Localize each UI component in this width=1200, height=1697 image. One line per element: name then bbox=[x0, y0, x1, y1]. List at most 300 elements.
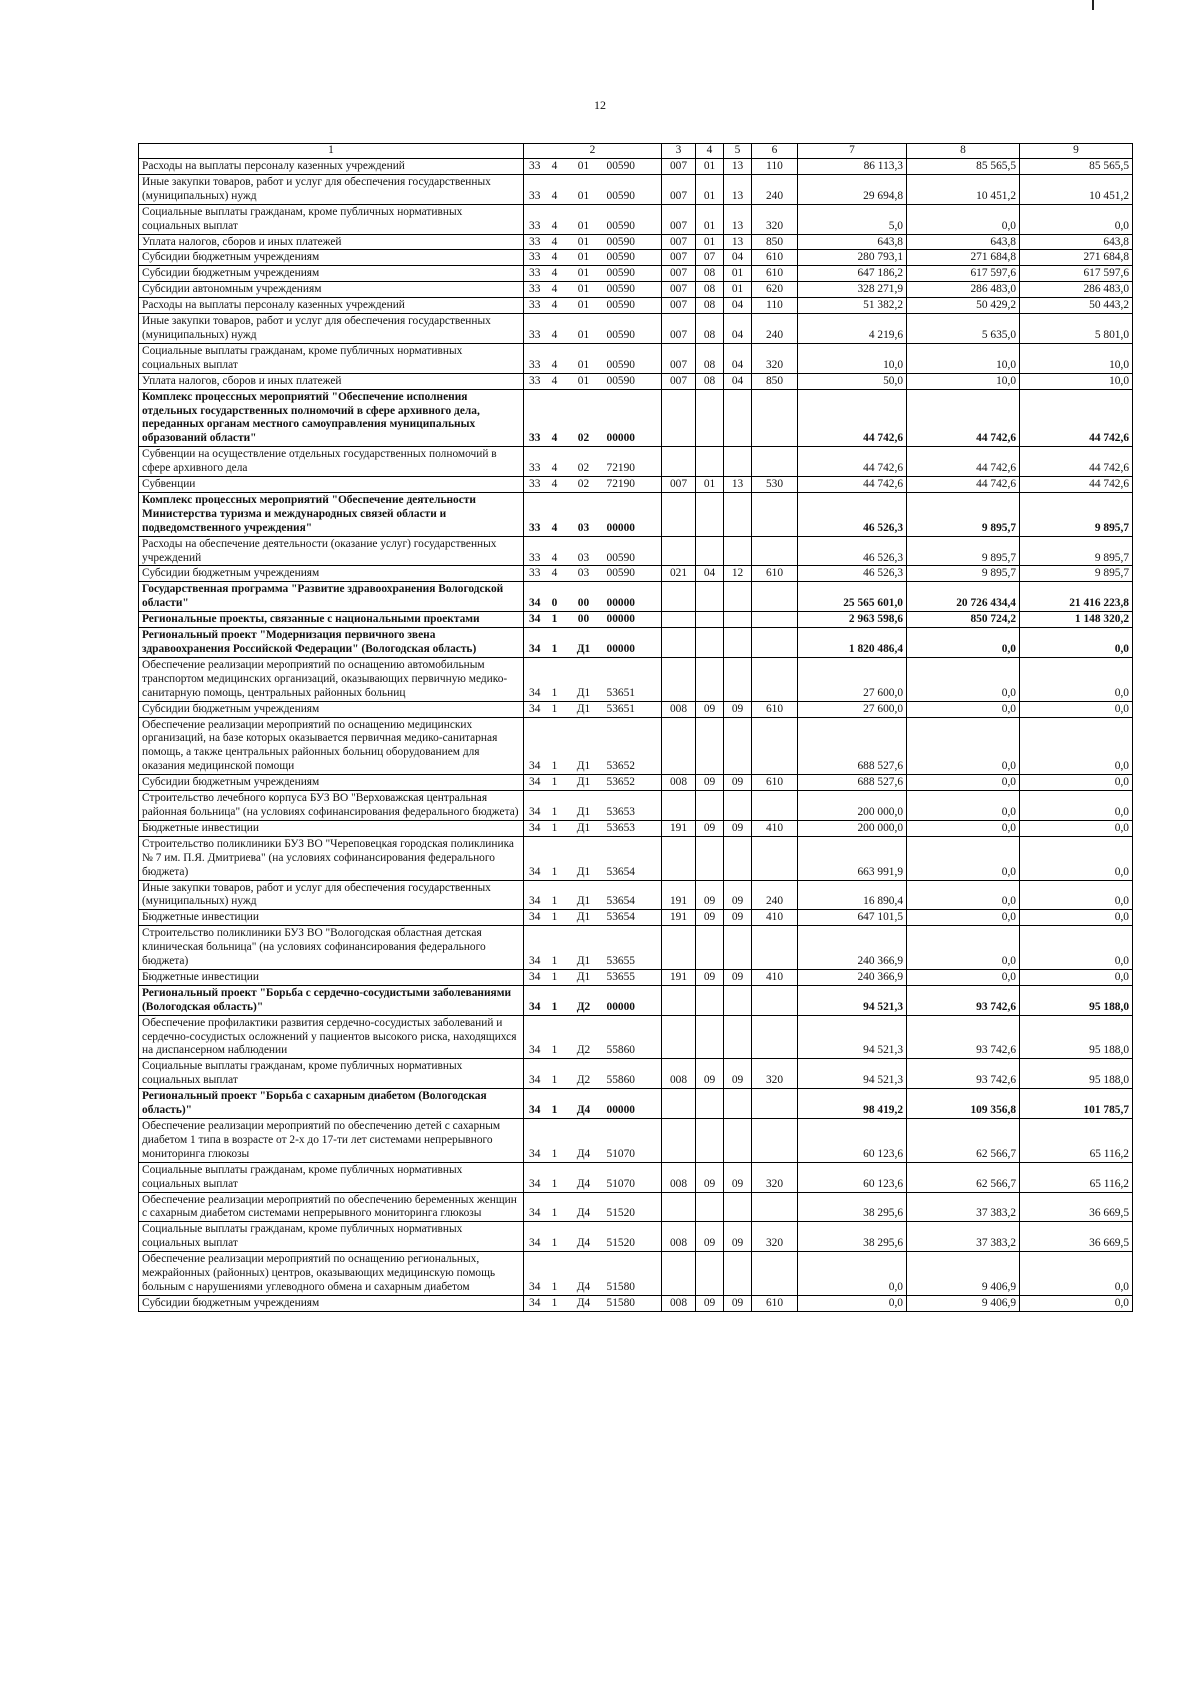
ministry-code: 007 bbox=[662, 159, 696, 175]
project-code: 03 bbox=[564, 536, 604, 566]
amount-year-2: 0,0 bbox=[907, 657, 1020, 701]
amount-year-1: 240 366,9 bbox=[798, 926, 907, 970]
project-code: 01 bbox=[564, 159, 604, 175]
amount-year-3: 0,0 bbox=[1020, 775, 1133, 791]
expense-type-code: 320 bbox=[752, 1059, 798, 1089]
expense-type-code bbox=[752, 985, 798, 1015]
subprogram-code: 1 bbox=[546, 701, 564, 717]
row-name: Строительство поликлиники БУЗ ВО "Вологодская областная детская клиническая больница" (на условиях софинансирования федерального бюджета) bbox=[139, 926, 524, 970]
ministry-code bbox=[662, 389, 696, 447]
ministry-code bbox=[662, 447, 696, 477]
direction-code: 53654 bbox=[604, 836, 662, 880]
amount-year-1: 328 271,9 bbox=[798, 282, 907, 298]
amount-year-2: 9 406,9 bbox=[907, 1295, 1020, 1311]
amount-year-2: 10 451,2 bbox=[907, 174, 1020, 204]
section-code bbox=[696, 985, 724, 1015]
expense-type-code bbox=[752, 389, 798, 447]
amount-year-1: 647 101,5 bbox=[798, 910, 907, 926]
amount-year-3: 10,0 bbox=[1020, 373, 1133, 389]
subprogram-code: 1 bbox=[546, 1162, 564, 1192]
table-row bbox=[139, 1059, 1133, 1089]
row-name: Субвенции на осуществление отдельных государственных полномочий в сфере архивного дела bbox=[139, 447, 524, 477]
budget-table bbox=[138, 143, 1133, 1312]
direction-code: 51520 bbox=[604, 1222, 662, 1252]
subsection-code: 04 bbox=[724, 298, 752, 314]
program-code: 34 bbox=[524, 880, 546, 910]
program-code: 33 bbox=[524, 159, 546, 175]
project-code: 02 bbox=[564, 477, 604, 493]
table-row bbox=[139, 389, 1133, 447]
program-code: 34 bbox=[524, 1089, 546, 1119]
section-code bbox=[696, 1089, 724, 1119]
column-number: 2 bbox=[524, 144, 662, 159]
ministry-code: 007 bbox=[662, 373, 696, 389]
column-number: 7 bbox=[798, 144, 907, 159]
program-code: 34 bbox=[524, 926, 546, 970]
subsection-code: 04 bbox=[724, 250, 752, 266]
amount-year-2: 10,0 bbox=[907, 343, 1020, 373]
project-code: Д1 bbox=[564, 717, 604, 775]
subsection-code bbox=[724, 628, 752, 658]
program-code: 34 bbox=[524, 701, 546, 717]
row-name: Бюджетные инвестиции bbox=[139, 820, 524, 836]
subprogram-code: 4 bbox=[546, 204, 564, 234]
subsection-code: 09 bbox=[724, 1162, 752, 1192]
row-name: Уплата налогов, сборов и иных платежей bbox=[139, 234, 524, 250]
amount-year-3: 95 188,0 bbox=[1020, 1059, 1133, 1089]
row-name: Обеспечение реализации мероприятий по оснащению региональных, межрайонных (районных) центров, оказывающих медицинскую помощь больным с нарушениями углеводного обмена и сахарным диабетом bbox=[139, 1252, 524, 1296]
table-row bbox=[139, 717, 1133, 775]
amount-year-2: 93 742,6 bbox=[907, 1015, 1020, 1059]
expense-type-code bbox=[752, 612, 798, 628]
amount-year-2: 62 566,7 bbox=[907, 1162, 1020, 1192]
amount-year-3: 0,0 bbox=[1020, 1295, 1133, 1311]
subprogram-code: 1 bbox=[546, 1222, 564, 1252]
program-code: 33 bbox=[524, 282, 546, 298]
expense-type-code bbox=[752, 836, 798, 880]
subsection-code: 09 bbox=[724, 1295, 752, 1311]
expense-type-code: 240 bbox=[752, 174, 798, 204]
direction-code: 53652 bbox=[604, 717, 662, 775]
project-code: Д1 bbox=[564, 701, 604, 717]
row-name: Субсидии бюджетным учреждениям bbox=[139, 250, 524, 266]
project-code: Д4 bbox=[564, 1252, 604, 1296]
program-code: 34 bbox=[524, 1252, 546, 1296]
section-code bbox=[696, 926, 724, 970]
ministry-code: 007 bbox=[662, 298, 696, 314]
amount-year-1: 46 526,3 bbox=[798, 566, 907, 582]
table-row bbox=[139, 775, 1133, 791]
amount-year-3: 21 416 223,8 bbox=[1020, 582, 1133, 612]
direction-code: 00590 bbox=[604, 266, 662, 282]
amount-year-3: 0,0 bbox=[1020, 836, 1133, 880]
amount-year-2: 62 566,7 bbox=[907, 1119, 1020, 1163]
amount-year-1: 38 295,6 bbox=[798, 1222, 907, 1252]
section-code: 08 bbox=[696, 266, 724, 282]
table-row bbox=[139, 298, 1133, 314]
column-number: 6 bbox=[752, 144, 798, 159]
amount-year-3: 50 443,2 bbox=[1020, 298, 1133, 314]
project-code: 01 bbox=[564, 343, 604, 373]
amount-year-1: 280 793,1 bbox=[798, 250, 907, 266]
amount-year-3: 286 483,0 bbox=[1020, 282, 1133, 298]
row-name: Расходы на обеспечение деятельности (оказание услуг) государственных учреждений bbox=[139, 536, 524, 566]
subsection-code bbox=[724, 492, 752, 536]
direction-code: 72190 bbox=[604, 477, 662, 493]
amount-year-2: 109 356,8 bbox=[907, 1089, 1020, 1119]
program-code: 34 bbox=[524, 1222, 546, 1252]
amount-year-3: 10,0 bbox=[1020, 343, 1133, 373]
subsection-code bbox=[724, 1192, 752, 1222]
expense-type-code bbox=[752, 536, 798, 566]
amount-year-2: 617 597,6 bbox=[907, 266, 1020, 282]
amount-year-2: 10,0 bbox=[907, 373, 1020, 389]
program-code: 34 bbox=[524, 628, 546, 658]
expense-type-code: 610 bbox=[752, 701, 798, 717]
subprogram-code: 4 bbox=[546, 174, 564, 204]
amount-year-3: 44 742,6 bbox=[1020, 447, 1133, 477]
direction-code: 00590 bbox=[604, 536, 662, 566]
ministry-code bbox=[662, 1252, 696, 1296]
page-number: 12 bbox=[594, 98, 606, 112]
amount-year-3: 0,0 bbox=[1020, 880, 1133, 910]
expense-type-code bbox=[752, 791, 798, 821]
amount-year-2: 37 383,2 bbox=[907, 1192, 1020, 1222]
program-code: 33 bbox=[524, 566, 546, 582]
amount-year-3: 44 742,6 bbox=[1020, 389, 1133, 447]
amount-year-1: 2 963 598,6 bbox=[798, 612, 907, 628]
expense-type-code: 620 bbox=[752, 282, 798, 298]
section-code: 01 bbox=[696, 204, 724, 234]
table-row bbox=[139, 926, 1133, 970]
ministry-code: 191 bbox=[662, 969, 696, 985]
table-row bbox=[139, 1252, 1133, 1296]
project-code: 03 bbox=[564, 492, 604, 536]
direction-code: 00000 bbox=[604, 582, 662, 612]
ministry-code bbox=[662, 657, 696, 701]
subsection-code: 09 bbox=[724, 775, 752, 791]
direction-code: 00590 bbox=[604, 282, 662, 298]
program-code: 34 bbox=[524, 910, 546, 926]
table-row bbox=[139, 343, 1133, 373]
project-code: 01 bbox=[564, 250, 604, 266]
direction-code: 00590 bbox=[604, 204, 662, 234]
amount-year-2: 0,0 bbox=[907, 775, 1020, 791]
expense-type-code bbox=[752, 1119, 798, 1163]
subsection-code: 13 bbox=[724, 159, 752, 175]
ministry-code: 008 bbox=[662, 1162, 696, 1192]
row-name: Иные закупки товаров, работ и услуг для обеспечения государственных (муниципальных) нужд bbox=[139, 174, 524, 204]
amount-year-3: 271 684,8 bbox=[1020, 250, 1133, 266]
direction-code: 53655 bbox=[604, 926, 662, 970]
row-name: Обеспечение профилактики развития сердечно-сосудистых заболеваний и сердечно-сосудистых осложнений у пациентов высокого риска, находящихся на диспансерном наблюдении bbox=[139, 1015, 524, 1059]
subprogram-code: 4 bbox=[546, 373, 564, 389]
project-code: Д2 bbox=[564, 1015, 604, 1059]
expense-type-code: 240 bbox=[752, 880, 798, 910]
project-code: 03 bbox=[564, 566, 604, 582]
subprogram-code: 1 bbox=[546, 910, 564, 926]
program-code: 33 bbox=[524, 266, 546, 282]
table-row bbox=[139, 701, 1133, 717]
table-row bbox=[139, 612, 1133, 628]
subsection-code: 09 bbox=[724, 820, 752, 836]
expense-type-code: 850 bbox=[752, 234, 798, 250]
project-code: 00 bbox=[564, 582, 604, 612]
table-row bbox=[139, 880, 1133, 910]
section-code bbox=[696, 1119, 724, 1163]
amount-year-2: 9 406,9 bbox=[907, 1252, 1020, 1296]
row-name: Обеспечение реализации мероприятий по оснащению автомобильным транспортом медицинских организаций, оказывающих первичную медико-санитарную помощь, центральных районных больниц bbox=[139, 657, 524, 701]
ministry-code: 021 bbox=[662, 566, 696, 582]
program-code: 34 bbox=[524, 985, 546, 1015]
expense-type-code bbox=[752, 717, 798, 775]
amount-year-3: 0,0 bbox=[1020, 910, 1133, 926]
ministry-code bbox=[662, 926, 696, 970]
project-code: Д2 bbox=[564, 985, 604, 1015]
amount-year-1: 643,8 bbox=[798, 234, 907, 250]
amount-year-1: 10,0 bbox=[798, 343, 907, 373]
subprogram-code: 1 bbox=[546, 926, 564, 970]
table-row bbox=[139, 1119, 1133, 1163]
ministry-code bbox=[662, 1015, 696, 1059]
row-name: Иные закупки товаров, работ и услуг для обеспечения государственных (муниципальных) нужд bbox=[139, 314, 524, 344]
amount-year-2: 0,0 bbox=[907, 926, 1020, 970]
project-code: Д1 bbox=[564, 880, 604, 910]
section-code: 09 bbox=[696, 820, 724, 836]
amount-year-1: 46 526,3 bbox=[798, 536, 907, 566]
project-code: Д1 bbox=[564, 657, 604, 701]
amount-year-2: 271 684,8 bbox=[907, 250, 1020, 266]
expense-type-code: 530 bbox=[752, 477, 798, 493]
table-row bbox=[139, 791, 1133, 821]
table-row bbox=[139, 657, 1133, 701]
direction-code: 00000 bbox=[604, 389, 662, 447]
table-row bbox=[139, 250, 1133, 266]
section-code: 09 bbox=[696, 910, 724, 926]
amount-year-3: 617 597,6 bbox=[1020, 266, 1133, 282]
direction-code: 00000 bbox=[604, 628, 662, 658]
section-code: 09 bbox=[696, 1162, 724, 1192]
direction-code: 51580 bbox=[604, 1252, 662, 1296]
table-row bbox=[139, 234, 1133, 250]
subsection-code: 09 bbox=[724, 910, 752, 926]
amount-year-1: 98 419,2 bbox=[798, 1089, 907, 1119]
row-name: Обеспечение реализации мероприятий по оснащению медицинских организаций, на базе которых оказывается первичная медико-санитарная помощь, а также центральных районных больниц оборудованием для оказания медицинской помощи bbox=[139, 717, 524, 775]
amount-year-3: 0,0 bbox=[1020, 1252, 1133, 1296]
table-row bbox=[139, 566, 1133, 582]
amount-year-2: 0,0 bbox=[907, 791, 1020, 821]
section-code bbox=[696, 628, 724, 658]
subsection-code: 09 bbox=[724, 880, 752, 910]
section-code bbox=[696, 582, 724, 612]
subprogram-code: 0 bbox=[546, 582, 564, 612]
table-row bbox=[139, 985, 1133, 1015]
row-name: Субсидии бюджетным учреждениям bbox=[139, 266, 524, 282]
amount-year-2: 0,0 bbox=[907, 701, 1020, 717]
amount-year-1: 60 123,6 bbox=[798, 1119, 907, 1163]
project-code: 01 bbox=[564, 298, 604, 314]
ministry-code bbox=[662, 1119, 696, 1163]
amount-year-2: 37 383,2 bbox=[907, 1222, 1020, 1252]
direction-code: 00590 bbox=[604, 298, 662, 314]
direction-code: 53652 bbox=[604, 775, 662, 791]
direction-code: 00590 bbox=[604, 566, 662, 582]
direction-code: 72190 bbox=[604, 447, 662, 477]
ministry-code bbox=[662, 1192, 696, 1222]
expense-type-code bbox=[752, 628, 798, 658]
subsection-code bbox=[724, 1015, 752, 1059]
amount-year-2: 0,0 bbox=[907, 910, 1020, 926]
direction-code: 00590 bbox=[604, 159, 662, 175]
subsection-code bbox=[724, 536, 752, 566]
expense-type-code: 320 bbox=[752, 204, 798, 234]
project-code: Д4 bbox=[564, 1162, 604, 1192]
project-code: 01 bbox=[564, 204, 604, 234]
amount-year-3: 95 188,0 bbox=[1020, 1015, 1133, 1059]
amount-year-2: 44 742,6 bbox=[907, 389, 1020, 447]
amount-year-3: 0,0 bbox=[1020, 820, 1133, 836]
table-row bbox=[139, 1015, 1133, 1059]
amount-year-3: 5 801,0 bbox=[1020, 314, 1133, 344]
section-code: 09 bbox=[696, 880, 724, 910]
project-code: 01 bbox=[564, 373, 604, 389]
subprogram-code: 1 bbox=[546, 820, 564, 836]
subsection-code bbox=[724, 985, 752, 1015]
subprogram-code: 4 bbox=[546, 566, 564, 582]
column-number: 9 bbox=[1020, 144, 1133, 159]
amount-year-2: 93 742,6 bbox=[907, 985, 1020, 1015]
section-code: 09 bbox=[696, 969, 724, 985]
amount-year-2: 0,0 bbox=[907, 969, 1020, 985]
subsection-code: 04 bbox=[724, 314, 752, 344]
expense-type-code: 610 bbox=[752, 775, 798, 791]
section-code: 01 bbox=[696, 477, 724, 493]
ministry-code: 191 bbox=[662, 880, 696, 910]
table-row bbox=[139, 969, 1133, 985]
project-code: 01 bbox=[564, 234, 604, 250]
column-number-row bbox=[139, 144, 1133, 159]
amount-year-3: 643,8 bbox=[1020, 234, 1133, 250]
amount-year-2: 286 483,0 bbox=[907, 282, 1020, 298]
table-row bbox=[139, 266, 1133, 282]
program-code: 33 bbox=[524, 234, 546, 250]
table-row bbox=[139, 536, 1133, 566]
ministry-code bbox=[662, 1089, 696, 1119]
column-number: 1 bbox=[139, 144, 524, 159]
row-name: Бюджетные инвестиции bbox=[139, 969, 524, 985]
ministry-code: 007 bbox=[662, 282, 696, 298]
row-name: Комплекс процессных мероприятий "Обеспечение исполнения отдельных государственных полномочий в сфере архивного дела, переданных органам местного самоуправления муниципальных образований области" bbox=[139, 389, 524, 447]
table-row bbox=[139, 1192, 1133, 1222]
program-code: 33 bbox=[524, 373, 546, 389]
amount-year-2: 0,0 bbox=[907, 836, 1020, 880]
ministry-code bbox=[662, 628, 696, 658]
subprogram-code: 1 bbox=[546, 985, 564, 1015]
amount-year-3: 65 116,2 bbox=[1020, 1119, 1133, 1163]
expense-type-code: 610 bbox=[752, 1295, 798, 1311]
section-code: 01 bbox=[696, 174, 724, 204]
section-code bbox=[696, 1015, 724, 1059]
direction-code: 53654 bbox=[604, 880, 662, 910]
amount-year-1: 29 694,8 bbox=[798, 174, 907, 204]
section-code: 08 bbox=[696, 298, 724, 314]
direction-code: 53653 bbox=[604, 791, 662, 821]
direction-code: 51070 bbox=[604, 1119, 662, 1163]
program-code: 33 bbox=[524, 477, 546, 493]
project-code: 01 bbox=[564, 282, 604, 298]
table-row bbox=[139, 910, 1133, 926]
expense-type-code: 610 bbox=[752, 566, 798, 582]
direction-code: 00000 bbox=[604, 492, 662, 536]
amount-year-3: 101 785,7 bbox=[1020, 1089, 1133, 1119]
subprogram-code: 1 bbox=[546, 628, 564, 658]
section-code: 08 bbox=[696, 373, 724, 389]
row-name: Обеспечение реализации мероприятий по обеспечению детей с сахарным диабетом 1 типа в возрасте от 2-х до 17-ти лет системами непрерывного мониторинга глюкозы bbox=[139, 1119, 524, 1163]
subsection-code: 09 bbox=[724, 969, 752, 985]
direction-code: 00590 bbox=[604, 174, 662, 204]
row-name: Субсидии бюджетным учреждениям bbox=[139, 1295, 524, 1311]
section-code: 08 bbox=[696, 314, 724, 344]
subsection-code bbox=[724, 447, 752, 477]
amount-year-3: 9 895,7 bbox=[1020, 536, 1133, 566]
ministry-code: 191 bbox=[662, 910, 696, 926]
program-code: 33 bbox=[524, 298, 546, 314]
ministry-code bbox=[662, 985, 696, 1015]
direction-code: 51580 bbox=[604, 1295, 662, 1311]
project-code: Д1 bbox=[564, 926, 604, 970]
project-code: Д1 bbox=[564, 791, 604, 821]
table-row bbox=[139, 204, 1133, 234]
section-code bbox=[696, 1252, 724, 1296]
subsection-code: 09 bbox=[724, 701, 752, 717]
amount-year-1: 0,0 bbox=[798, 1252, 907, 1296]
subsection-code bbox=[724, 389, 752, 447]
row-name: Субсидии бюджетным учреждениям bbox=[139, 775, 524, 791]
row-name: Расходы на выплаты персоналу казенных учреждений bbox=[139, 298, 524, 314]
amount-year-2: 0,0 bbox=[907, 204, 1020, 234]
project-code: Д1 bbox=[564, 836, 604, 880]
subsection-code: 04 bbox=[724, 373, 752, 389]
section-code: 09 bbox=[696, 1222, 724, 1252]
amount-year-3: 36 669,5 bbox=[1020, 1192, 1133, 1222]
ministry-code: 007 bbox=[662, 314, 696, 344]
subprogram-code: 4 bbox=[546, 234, 564, 250]
expense-type-code: 110 bbox=[752, 298, 798, 314]
subprogram-code: 4 bbox=[546, 447, 564, 477]
row-name: Региональный проект "Борьба с сердечно-сосудистыми заболеваниями (Вологодская область)" bbox=[139, 985, 524, 1015]
amount-year-3: 65 116,2 bbox=[1020, 1162, 1133, 1192]
subprogram-code: 1 bbox=[546, 612, 564, 628]
amount-year-3: 0,0 bbox=[1020, 717, 1133, 775]
expense-type-code bbox=[752, 1089, 798, 1119]
program-code: 34 bbox=[524, 820, 546, 836]
section-code bbox=[696, 389, 724, 447]
amount-year-3: 95 188,0 bbox=[1020, 985, 1133, 1015]
subprogram-code: 1 bbox=[546, 880, 564, 910]
row-name: Региональный проект "Модернизация первичного звена здравоохранения Российской Федерации" (Вологодская область) bbox=[139, 628, 524, 658]
project-code: Д4 bbox=[564, 1119, 604, 1163]
ministry-code: 008 bbox=[662, 1059, 696, 1089]
section-code bbox=[696, 836, 724, 880]
subsection-code: 01 bbox=[724, 282, 752, 298]
subsection-code: 13 bbox=[724, 204, 752, 234]
direction-code: 53653 bbox=[604, 820, 662, 836]
scan-edge-mark bbox=[1092, 0, 1094, 10]
direction-code: 55860 bbox=[604, 1015, 662, 1059]
table-body bbox=[139, 144, 1133, 1312]
subprogram-code: 4 bbox=[546, 266, 564, 282]
subsection-code bbox=[724, 582, 752, 612]
